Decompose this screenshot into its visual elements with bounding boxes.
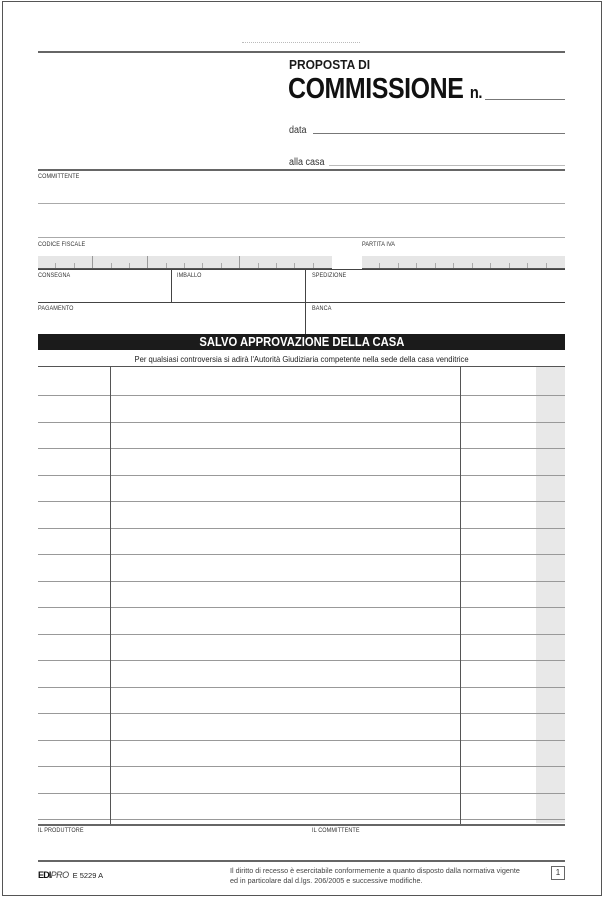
divider [171, 269, 172, 303]
imballo-label: IMBALLO [177, 272, 202, 279]
table-row[interactable] [38, 448, 565, 449]
banca-label: BANCA [312, 305, 332, 312]
shaded-column [536, 367, 565, 823]
title-commissione-text: COMMISSIONE [288, 73, 464, 105]
codice-fiscale-field[interactable] [38, 256, 332, 269]
committente-field-line1[interactable] [38, 203, 565, 204]
date-label: data [289, 125, 307, 136]
table-row[interactable] [38, 634, 565, 635]
title-commissione [288, 73, 482, 106]
date-field[interactable] [313, 133, 565, 134]
withdrawal-notice-line1: Il diritto di recesso è esercitabile conformemente a quanto disposto dalla normativa vigente [230, 866, 520, 875]
producer-signature-label: IL PRODUTTORE [38, 827, 84, 834]
table-row[interactable] [38, 687, 565, 688]
table-row[interactable] [38, 528, 565, 529]
codice-fiscale-label: CODICE FISCALE [38, 241, 86, 248]
table-row[interactable] [38, 395, 565, 396]
consegna-label: CONSEGNA [38, 272, 71, 279]
edipro-logo [38, 870, 103, 880]
table-row[interactable] [38, 475, 565, 476]
footer-rule [38, 860, 565, 862]
spedizione-label: SPEDIZIONE [312, 272, 347, 279]
withdrawal-notice-line2: ed in particolare dal d.lgs. 206/2005 e successive modifiche. [230, 876, 423, 885]
column-divider-1 [110, 367, 111, 824]
header-top-rule [38, 51, 565, 53]
table-row[interactable] [38, 581, 565, 582]
table-row[interactable] [38, 554, 565, 555]
column-divider-2 [460, 367, 461, 824]
table-row[interactable] [38, 740, 565, 741]
table-row[interactable] [38, 713, 565, 714]
form-code: E 5229 A [72, 871, 104, 880]
partita-iva-label: PARTITA IVA [362, 241, 396, 248]
consegna-top-rule [38, 269, 565, 270]
committente-field-line2[interactable] [38, 237, 565, 238]
committente-top-rule [38, 169, 565, 171]
table-row[interactable] [38, 501, 565, 502]
house-label: alla casa [289, 157, 325, 168]
jurisdiction-note [38, 354, 565, 364]
pagamento-top-rule [38, 302, 565, 303]
table-row[interactable] [38, 766, 565, 767]
pagamento-label: PAGAMENTO [38, 305, 74, 312]
withdrawal-notice [230, 866, 520, 886]
jurisdiction-note-text: Per qualsiasi controversia si adirà l'Autorità Giudiziaria competente nella sede della casa venditrice [134, 354, 469, 364]
table-row[interactable] [38, 422, 565, 423]
number-field[interactable] [485, 99, 565, 100]
page-number-box: 1 [551, 866, 565, 880]
client-signature-label: IL COMMITTENTE [312, 827, 360, 834]
table-row[interactable] [38, 819, 565, 820]
order-lines-table[interactable] [38, 366, 565, 826]
table-row[interactable] [38, 660, 565, 661]
title-proposta: PROPOSTA DI [289, 57, 371, 72]
top-dotted-line [242, 42, 360, 43]
table-row[interactable] [38, 793, 565, 794]
number-label: n. [469, 83, 483, 102]
approval-banner-text: SALVO APPROVAZIONE DELLA CASA [198, 335, 405, 349]
partita-iva-field[interactable] [362, 256, 565, 269]
approval-banner [38, 334, 565, 350]
house-field[interactable] [329, 165, 565, 166]
brand-bold: EDI [38, 870, 51, 880]
committente-label: COMMITTENTE [38, 173, 80, 180]
brand-italic: PRO [50, 870, 69, 880]
table-row[interactable] [38, 607, 565, 608]
